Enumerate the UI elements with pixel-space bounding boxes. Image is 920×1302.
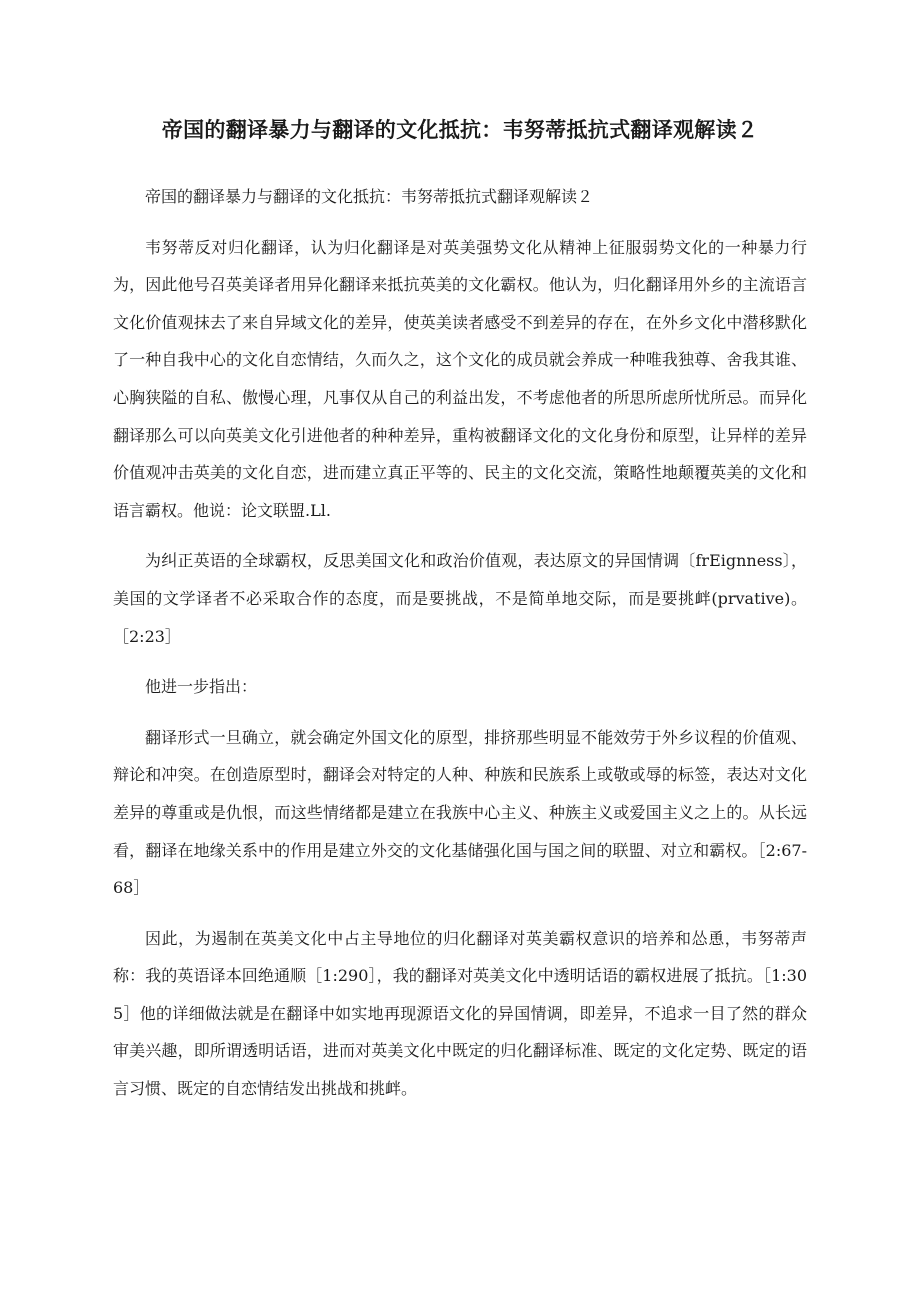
subtitle-paragraph: 帝国的翻译暴力与翻译的文化抵抗：韦努蒂抵抗式翻译观解读２ (145, 187, 594, 206)
quote-paragraph: 为纠正英语的全球霸权，反思美国文化和政治价值观，表达原文的异国情调〔frEignness〕，美国的文学译者不必采取合作的态度，而是要挑战，不是简单地交际，而是要挑衅(prvative)。［2:23］ (113, 551, 807, 646)
document-body (113, 178, 807, 1121)
body-paragraph: 他进一步指出： (145, 677, 258, 697)
body-paragraph: 因此，为遏制在英美文化中占主导地位的归化翻译对英美霸权意识的培养和怂恿，韦努蒂声称：我的英语译本回绝通顺［1:290］，我的翻译对英美文化中透明话语的霸权进展了抵抗。［1:305］他的详细做法就是在翻译中如实地再现源语文化的异国情调，即差异，不追求一目了然的群众审美兴趣，即所谓透明话语，进而对英美文化中既定的归化翻译标准、既定的文化定势、既定的语言习惯、既定的自恋情结发出挑战和挑衅。 (113, 928, 807, 1099)
body-paragraph: 韦努蒂反对归化翻译，认为归化翻译是对英美强势文化从精神上征服弱势文化的一种暴力行为，因此他号召英美译者用异化翻译来抵抗英美的文化霸权。他认为，归化翻译用外乡的主流语言文化价值观抹去了来自异域文化的差异，使英美读者感受不到差异的存在，在外乡文化中潜移默化了一种自我中心的文化自恋情结，久而久之，这个文化的成员就会养成一种唯我独尊、舍我其谁、心胸狭隘的自私、傲慢心理，凡事仅从自己的利益出发，不考虑他者的所思所虑所忧所忌。而异化翻译那么可以向英美文化引进他者的种种差异，重构被翻译文化的文化身份和原型，让异样的差异价值观冲击英美的文化自恋，进而建立真正平等的、民主的文化交流，策略性地颠覆英美的文化和语言霸权。他说：论文联盟.Ll. (113, 237, 807, 520)
quote-paragraph: 翻译形式一旦确立，就会确定外国文化的原型，排挤那些明显不能效劳于外乡议程的价值观、辩论和冲突。在创造原型时，翻译会对特定的人种、种族和民族系上或敬或辱的标签，表达对文化差异的尊重或是仇恨，而这些情绪都是建立在我族中心主义、种族主义或爱国主义之上的。从长远看，翻译在地缘关系中的作用是建立外交的文化基储强化国与国之间的联盟、对立和霸权。［2:67-68］ (113, 727, 807, 898)
document-title: 帝国的翻译暴力与翻译的文化抵抗：韦努蒂抵抗式翻译观解读２ (161, 117, 759, 142)
